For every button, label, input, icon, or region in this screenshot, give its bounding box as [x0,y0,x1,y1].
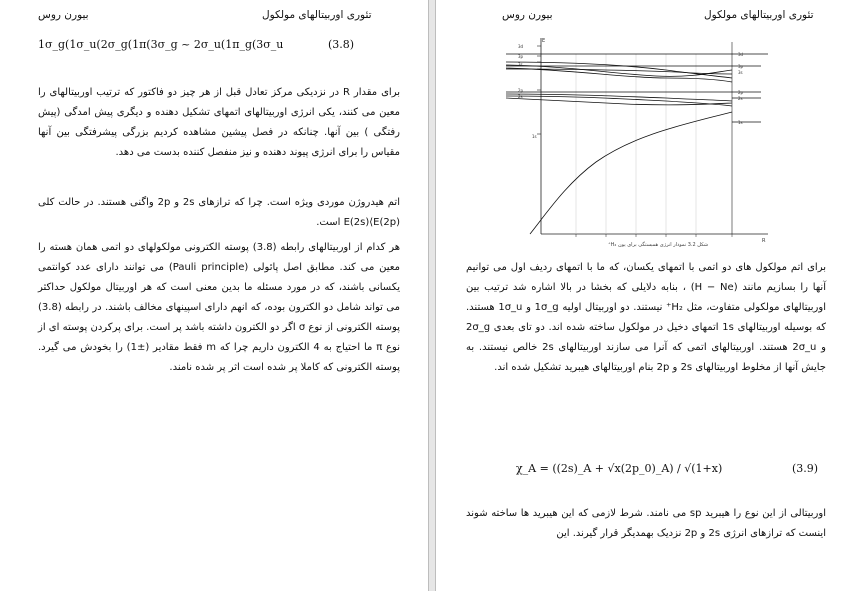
right-paragraph-1: برای اتم مولکول های دو اتمی با اتمهای یکسان، که ما با اتمهای ردیف اول می توانیم آنها را بسازیم مانند (H − Ne) ، بنابه دلایلی که بخشا در بالا اشاره شد ترتیب بین اوربیتالهای مولکولی متفاوت، مثل H₂⁺ نیستند. دو اوربیتال اولیه 1σ_g و 1σ_u هستند. که بوسیله اوربیتالهای 1s اتمهای دخیل در مولکول ساخته شده اند. دو تای بعدی 2σ_g و 2σ_u هستند. اوربیتالهای اتمی که آنرا می سازند اوربیتالهای 2s خالص نیستند. به جایش آنها از مخلوط اوربیتالهای 2s و 2p بنام اوربیتالهای هیبرید تشکیل شده اند. [466,262,826,373]
left-paragraph-1: برای مقدار R در نزدیکی مرکز تعادل قبل از هر چیز دو فاکتور که ترتیب اوربیتالهای را معین می کنند، یکی انرژی اوربیتالهای اتمهای تشکیل دهنده و دیگری پیش امدگی (پیش رفتگی ) بین آنها. چنانکه در فصل پیشین مشاهده کردیم بزرگی پیشرفتگی بین آنها مقیاس را برای انرژی پیوند دهنده و نیز منفصل کننده بدست می دهد. [38,87,400,158]
svg-text:2p: 2p [738,90,744,95]
equation-3-8: 1σ_g(1σ_u(2σ_g(1π(3σ_g ~ 2σ_u(1π_g(3σ_u [38,38,284,51]
right-header-title: تئوری اوربیتالهای مولکول [704,9,814,21]
svg-text:3p: 3p [738,64,744,69]
svg-text:3d: 3d [738,52,744,57]
left-paragraph-2: اتم هیدروژن موردی ویژه است. چرا که ترازهای 2s و 2p واگنی هستند. در حالت کلی E(2s)⟨E(2p) است. [38,197,400,228]
correlation-diagram [506,34,776,246]
figure-caption: شکل 3.2 نمودار انرژی همبستگی برای یون H₂⁺ [607,242,709,248]
svg-text:2s: 2s [518,94,523,99]
right-paragraph-2: اوربیتالی از این نوع را هیبرید sp می نامند. شرط لازمی که این هیبرید ها ساخته شوند اینست که ترازهای انرژی 2s و 2p نزدیک بهمدیگر قرار گیرند. این [466,508,826,539]
right-header-author: بیورن روس [502,9,553,21]
svg-text:1s: 1s [532,134,537,139]
equation-number-3-9: (3.9) [792,462,819,475]
left-paragraph-3: هر کدام از اوربیتالهای رابطه (3.8) پوسته الکترونی مولکولهای دو اتمی همان هسته را معین می کند. مطابق اصل پائولی (Pauli principle) می توانند دارای عدد کوانتمی یکسانی باشند، که در مورد مسئله ما بدین معنی است که هر اوربیتال مولکول حداکثر می تواند شامل دو الکترون بوده، که انهم دارای اسپینهای مخالف باشند. در رابطه (3.8) پوسته الکترونی از نوع σ اگر دو الکترون داشته باشد پر است. برای پرکردن پوسته ای از نوع π ما احتیاج به 4 الکترون داریم چرا که m فقط مقادیر (±1) را بخودش می گیرد. پوسته الکترونی که کاملا پر شده است اثر پر شده نامند. [38,242,400,373]
svg-text:2p: 2p [518,88,524,93]
right-page [436,0,849,591]
svg-text:3p: 3p [518,54,524,59]
left-header-title: تئوری اوربیتالهای مولکول [262,9,372,21]
book-gutter [428,0,436,591]
svg-text:3d: 3d [518,44,524,49]
svg-text:3s: 3s [738,70,743,75]
svg-text:R: R [762,238,766,244]
svg-text:1s: 1s [738,120,743,125]
equation-number-3-8: (3.8) [328,38,355,51]
svg-text:E: E [542,38,546,44]
svg-text:3s: 3s [518,62,523,67]
left-header-author: بیورن روس [38,9,89,21]
equation-3-9: χ_A = ((2s)_A + √x(2p_0)_A) / √(1+x) [516,462,723,475]
svg-text:2s: 2s [738,96,743,101]
